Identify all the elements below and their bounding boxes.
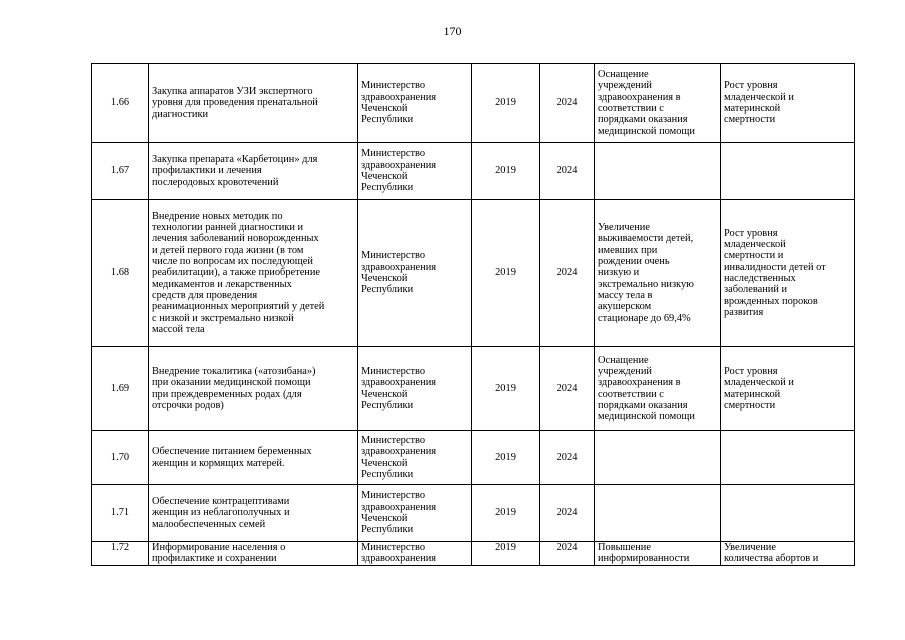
table-row — [92, 431, 855, 485]
executor-cell: Министерство здравоохранения Чеченской Республики — [358, 200, 472, 347]
measure-cell: Внедрение токалитика («атозибана») при оказании медицинской помощи при преждевременных родах (для отсрочки родов) — [149, 347, 358, 431]
table-row — [92, 64, 855, 143]
result-cell — [595, 431, 721, 485]
row-number: 1.70 — [92, 431, 149, 485]
start-year-cell: 2019 — [472, 485, 540, 542]
indicator-cell: Увеличение количества абортов и — [721, 542, 855, 566]
end-year-cell: 2024 — [540, 347, 595, 431]
executor-cell: Министерство здравоохранения Чеченской Республики — [358, 431, 472, 485]
row-number: 1.66 — [92, 64, 149, 143]
executor-cell: Министерство здравоохранения Чеченской Республики — [358, 64, 472, 143]
end-year-cell: 2024 — [540, 143, 595, 200]
table-row — [92, 542, 855, 566]
executor-cell: Министерство здравоохранения Чеченской Республики — [358, 143, 472, 200]
end-year-cell: 2024 — [540, 485, 595, 542]
indicator-cell: Рост уровня младенческой и материнской смертности — [721, 347, 855, 431]
start-year-cell: 2019 — [472, 64, 540, 143]
start-year-cell: 2019 — [472, 200, 540, 347]
indicator-cell: Рост уровня младенческой и материнской смертности — [721, 64, 855, 143]
measure-cell: Закупка аппаратов УЗИ экспертного уровня для проведения пренатальной диагностики — [149, 64, 358, 143]
result-cell — [595, 143, 721, 200]
measure-cell: Закупка препарата «Карбетоцин» для профилактики и лечения послеродовых кровотечений — [149, 143, 358, 200]
page-number: 170 — [443, 24, 462, 38]
executor-cell: Министерство здравоохранения — [358, 542, 472, 566]
result-cell: Повышение информированности — [595, 542, 721, 566]
indicator-cell — [721, 485, 855, 542]
end-year-cell: 2024 — [540, 542, 595, 566]
indicator-cell — [721, 431, 855, 485]
end-year-cell: 2024 — [540, 64, 595, 143]
indicator-cell — [721, 143, 855, 200]
end-year-cell: 2024 — [540, 200, 595, 347]
table-row — [92, 143, 855, 200]
start-year-cell: 2019 — [472, 143, 540, 200]
start-year-cell: 2019 — [472, 431, 540, 485]
result-cell: Оснащение учреждений здравоохранения в соответствии с порядками оказания медицинской помощи — [595, 347, 721, 431]
row-number: 1.67 — [92, 143, 149, 200]
result-cell — [595, 485, 721, 542]
measure-cell: Обеспечение контрацептивами женщин из неблагополучных и малообеспеченных семей — [149, 485, 358, 542]
row-number: 1.69 — [92, 347, 149, 431]
table-row — [92, 485, 855, 542]
row-number: 1.72 — [92, 542, 149, 566]
executor-cell: Министерство здравоохранения Чеченской Республики — [358, 485, 472, 542]
start-year-cell: 2019 — [472, 542, 540, 566]
measure-cell: Внедрение новых методик по технологии ранней диагностики и лечения заболеваний новорожденных и детей первого года жизни (в том числе по вопросам их последующей реабилитации), а также приобретение медикаментов и лекарственных средств для проведения реанимационных мероприятий у детей с низкой и экстремально низкой массой тела — [149, 200, 358, 347]
result-cell: Оснащение учреждений здравоохранения в соответствии с порядками оказания медицинской помощи — [595, 64, 721, 143]
result-cell: Увеличение выживаемости детей, имевших при рождении очень низкую и экстремально низкую массу тела в акушерском стационаре до 69,4% — [595, 200, 721, 347]
executor-cell: Министерство здравоохранения Чеченской Республики — [358, 347, 472, 431]
measure-cell: Информирование населения о профилактике и сохранении — [149, 542, 358, 566]
row-number: 1.71 — [92, 485, 149, 542]
start-year-cell: 2019 — [472, 347, 540, 431]
table-row — [92, 347, 855, 431]
measures-table — [91, 63, 855, 566]
measure-cell: Обеспечение питанием беременных женщин и кормящих матерей. — [149, 431, 358, 485]
row-number: 1.68 — [92, 200, 149, 347]
indicator-cell: Рост уровня младенческой смертности и инвалидности детей от наследственных заболеваний и врожденных пороков развития — [721, 200, 855, 347]
table-row — [92, 200, 855, 347]
end-year-cell: 2024 — [540, 431, 595, 485]
